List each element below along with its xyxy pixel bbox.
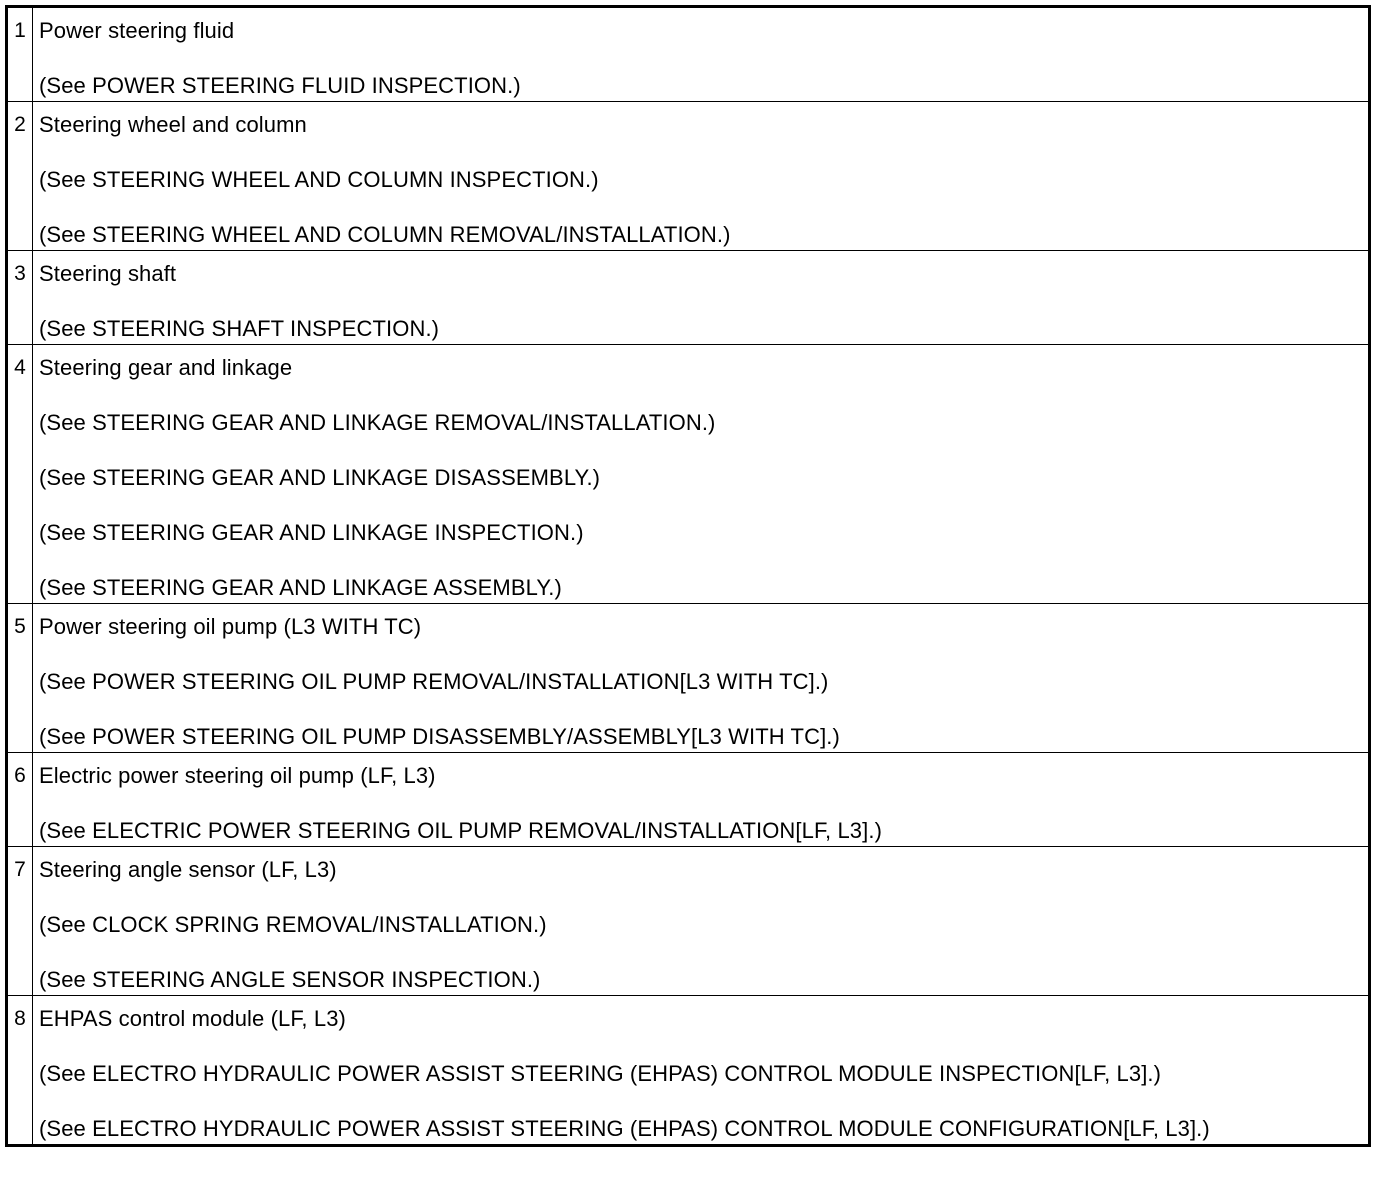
table-row (7, 7, 1370, 102)
reference-link[interactable]: (See STEERING GEAR AND LINKAGE INSPECTION.) (39, 520, 584, 545)
table-row (7, 251, 1370, 345)
component-title: Power steering oil pump (L3 WITH TC) (39, 614, 422, 639)
row-content (33, 996, 1370, 1146)
reference-link[interactable]: (See ELECTRO HYDRAULIC POWER ASSIST STEERING (EHPAS) CONTROL MODULE INSPECTION[LF, L3].) (39, 1061, 1162, 1086)
table-row (7, 604, 1370, 753)
table-row (7, 345, 1370, 604)
row-number: 2 (7, 102, 33, 251)
reference-link[interactable]: (See STEERING GEAR AND LINKAGE DISASSEMBLY.) (39, 465, 601, 490)
row-content (33, 102, 1370, 251)
table-row (7, 847, 1370, 996)
row-content (33, 604, 1370, 753)
row-content (33, 753, 1370, 847)
row-content (33, 251, 1370, 345)
reference-link[interactable]: (See ELECTRIC POWER STEERING OIL PUMP REMOVAL/INSTALLATION[LF, L3].) (39, 818, 882, 843)
component-title: EHPAS control module (LF, L3) (39, 1006, 346, 1031)
component-title: Steering shaft (39, 261, 177, 286)
component-reference-table (5, 5, 1371, 1147)
reference-link[interactable]: (See ELECTRO HYDRAULIC POWER ASSIST STEERING (EHPAS) CONTROL MODULE CONFIGURATION[LF, L3].) (39, 1116, 1210, 1141)
reference-link[interactable]: (See STEERING ANGLE SENSOR INSPECTION.) (39, 967, 541, 992)
table-row (7, 753, 1370, 847)
row-number: 4 (7, 345, 33, 604)
reference-link[interactable]: (See POWER STEERING FLUID INSPECTION.) (39, 73, 521, 98)
row-content (33, 847, 1370, 996)
row-number: 3 (7, 251, 33, 345)
row-content (33, 7, 1370, 102)
row-number: 5 (7, 604, 33, 753)
reference-link[interactable]: (See POWER STEERING OIL PUMP DISASSEMBLY/ASSEMBLY[L3 WITH TC].) (39, 724, 840, 749)
table-row (7, 102, 1370, 251)
reference-link[interactable]: (See CLOCK SPRING REMOVAL/INSTALLATION.) (39, 912, 547, 937)
row-content (33, 345, 1370, 604)
row-number: 8 (7, 996, 33, 1146)
reference-link[interactable]: (See STEERING WHEEL AND COLUMN INSPECTION.) (39, 167, 599, 192)
reference-link[interactable]: (See POWER STEERING OIL PUMP REMOVAL/INSTALLATION[L3 WITH TC].) (39, 669, 829, 694)
component-title: Steering angle sensor (LF, L3) (39, 857, 337, 882)
reference-link[interactable]: (See STEERING GEAR AND LINKAGE REMOVAL/INSTALLATION.) (39, 410, 716, 435)
component-title: Electric power steering oil pump (LF, L3) (39, 763, 436, 788)
component-title: Steering wheel and column (39, 112, 307, 137)
component-title: Power steering fluid (39, 18, 235, 43)
row-number: 1 (7, 7, 33, 102)
reference-link[interactable]: (See STEERING GEAR AND LINKAGE ASSEMBLY.) (39, 575, 562, 600)
component-title: Steering gear and linkage (39, 355, 293, 380)
row-number: 6 (7, 753, 33, 847)
table-row (7, 996, 1370, 1146)
row-number: 7 (7, 847, 33, 996)
reference-link[interactable]: (See STEERING SHAFT INSPECTION.) (39, 316, 440, 341)
reference-link[interactable]: (See STEERING WHEEL AND COLUMN REMOVAL/INSTALLATION.) (39, 222, 731, 247)
